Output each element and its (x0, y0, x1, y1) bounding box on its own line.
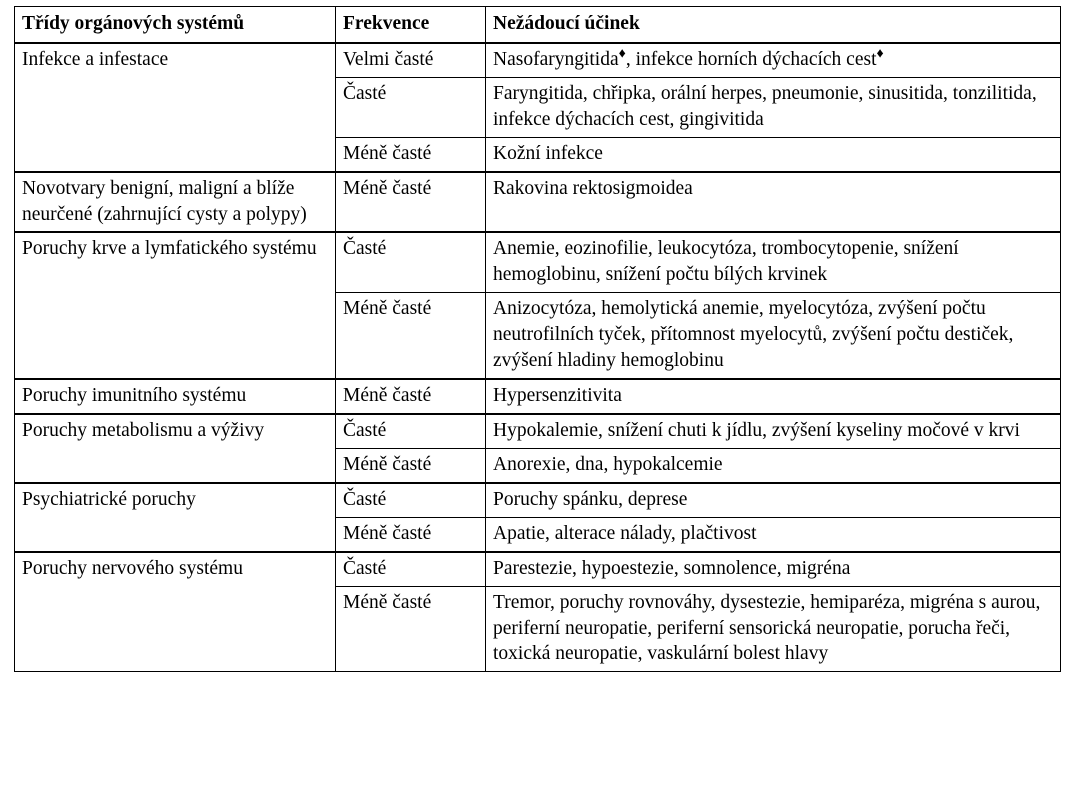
adverse-effect-cell: Hypokalemie, snížení chuti k jídlu, zvýšení kyseliny močové v krvi (486, 414, 1061, 448)
adverse-effect-cell: Kožní infekce (486, 137, 1061, 171)
table-row (15, 172, 1061, 233)
adverse-effect-cell: Faryngitida, chřipka, orální herpes, pneumonie, sinusitida, tonzilitida, infekce dýchacích cest, gingivitida (486, 77, 1061, 137)
table-body (15, 43, 1061, 672)
organ-class-cell: Novotvary benigní, maligní a blíže neurčené (zahrnující cysty a polypy) (15, 172, 336, 233)
adverse-effect-cell: Poruchy spánku, deprese (486, 483, 1061, 517)
table-row (15, 379, 1061, 414)
adverse-effect-cell (486, 43, 1061, 77)
organ-class-cell: Poruchy krve a lymfatického systému (15, 232, 336, 379)
column-header-organ-class: Třídy orgánových systémů (15, 7, 336, 43)
frequency-cell: Méně časté (336, 586, 486, 672)
table-row (15, 414, 1061, 448)
frequency-cell: Časté (336, 414, 486, 448)
adverse-effect-cell: Parestezie, hypoestezie, somnolence, migréna (486, 552, 1061, 586)
footnote-marker-icon: ♦ (618, 45, 626, 62)
adverse-effects-table (14, 6, 1061, 672)
adverse-effect-cell: Anizocytóza, hemolytická anemie, myelocytóza, zvýšení počtu neutrofilních tyček, přítomnost myelocytů, zvýšení počtu destiček, zvýšení hladiny hemoglobinu (486, 293, 1061, 379)
organ-class-cell: Poruchy nervového systému (15, 552, 336, 672)
frequency-cell: Méně časté (336, 172, 486, 233)
adverse-effects-table-container (14, 6, 1060, 672)
effect-text-part: Nasofaryngitida (493, 48, 619, 70)
frequency-cell: Časté (336, 77, 486, 137)
frequency-cell: Časté (336, 232, 486, 292)
table-row (15, 232, 1061, 292)
column-header-frequency: Frekvence (336, 7, 486, 43)
header-row (15, 7, 1061, 43)
table-row (15, 43, 1061, 77)
frequency-cell: Méně časté (336, 293, 486, 379)
effect-text-part: , infekce horních dýchacích cest (625, 48, 877, 70)
organ-class-cell: Infekce a infestace (15, 43, 336, 172)
organ-class-cell: Poruchy metabolismu a výživy (15, 414, 336, 483)
table-header (15, 7, 1061, 43)
frequency-cell: Časté (336, 552, 486, 586)
column-header-adverse-effect: Nežádoucí účinek (486, 7, 1061, 43)
organ-class-cell: Psychiatrické poruchy (15, 483, 336, 552)
adverse-effect-cell: Anorexie, dna, hypokalcemie (486, 448, 1061, 482)
adverse-effect-cell: Rakovina rektosigmoidea (486, 172, 1061, 233)
adverse-effect-cell: Apatie, alterace nálady, plačtivost (486, 517, 1061, 551)
adverse-effect-cell: Anemie, eozinofilie, leukocytóza, trombocytopenie, snížení hemoglobinu, snížení počtu bílých krvinek (486, 232, 1061, 292)
frequency-cell: Méně časté (336, 137, 486, 171)
table-row (15, 483, 1061, 517)
adverse-effect-cell: Hypersenzitivita (486, 379, 1061, 414)
frequency-cell: Méně časté (336, 517, 486, 551)
table-row (15, 552, 1061, 586)
frequency-cell: Velmi časté (336, 43, 486, 77)
frequency-cell: Méně časté (336, 448, 486, 482)
organ-class-cell: Poruchy imunitního systému (15, 379, 336, 414)
frequency-cell: Časté (336, 483, 486, 517)
footnote-marker-icon: ♦ (876, 45, 884, 62)
frequency-cell: Méně časté (336, 379, 486, 414)
adverse-effect-cell: Tremor, poruchy rovnováhy, dysestezie, hemiparéza, migréna s aurou, periferní neuropatie, periferní sensorická neuropatie, porucha řeči, toxická neuropatie, vaskulární bolest hlavy (486, 586, 1061, 672)
